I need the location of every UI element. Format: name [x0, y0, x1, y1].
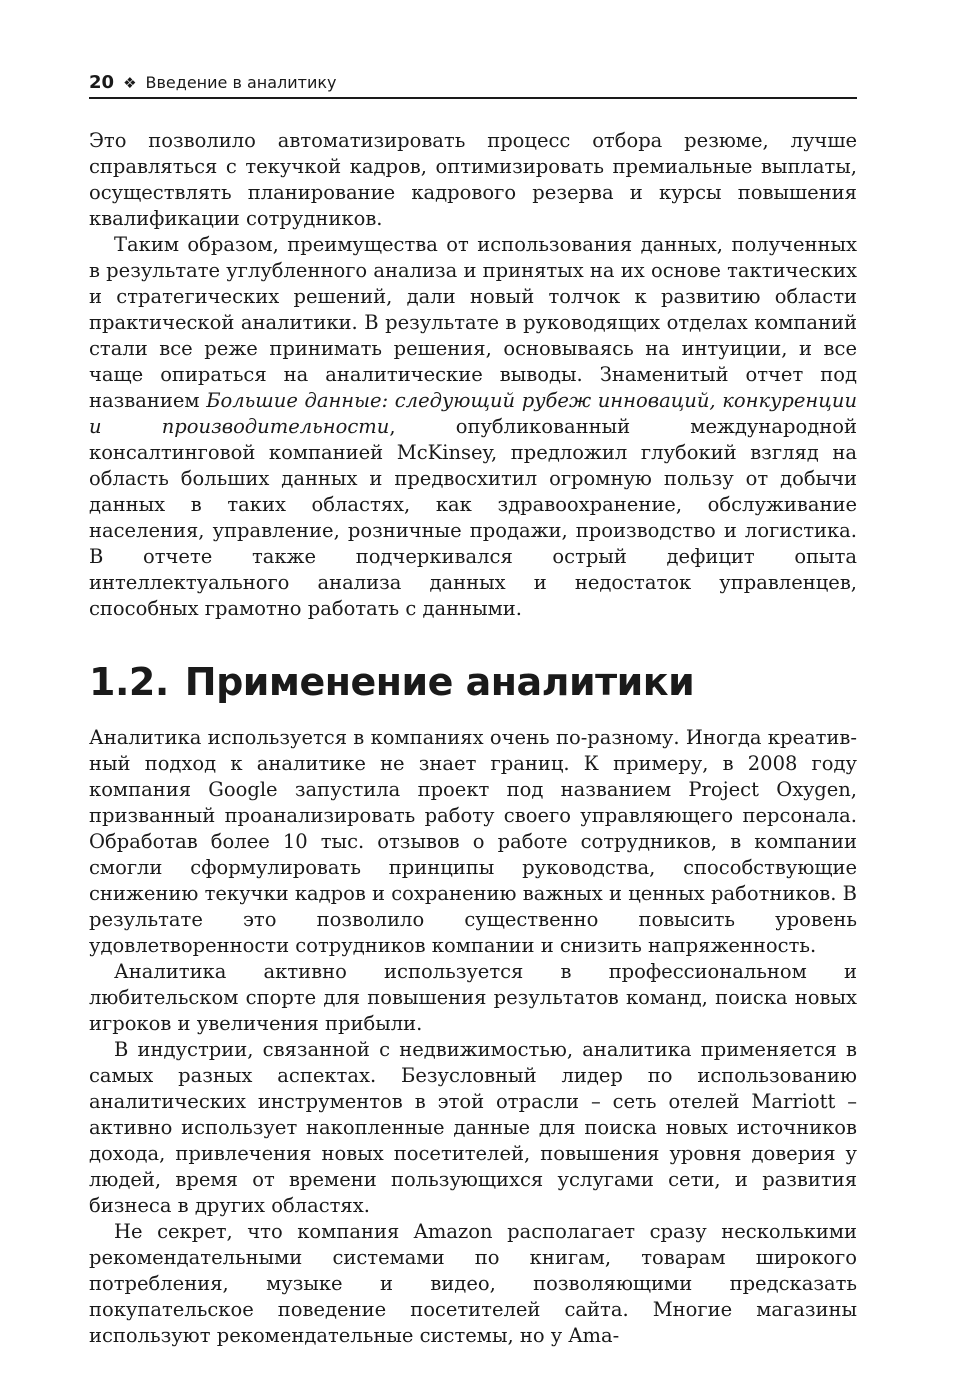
paragraph: Аналитика активно используется в профессиональном и любительском спорте для повышения результатов команд, поиска новых игроков и увеличения прибыли. [89, 960, 857, 1035]
chapter-title: Введение в аналитику [145, 73, 337, 92]
paragraph-text: Таким образом, преимущества от использования данных, полученных в результате углубленного анализа и принятых на их основе тактических и стратегических решений, дали новый толчок к развитию области практической аналитики. В результате в руководящих отделах компаний стали все реже принимать решения, основываясь на интуиции, и все чаще опираться на аналитические выводы. Знаменитый отчет под названием [89, 233, 857, 412]
paragraph [89, 232, 857, 622]
section-heading [89, 652, 694, 712]
running-header [89, 70, 857, 99]
paragraph: Это позволило автоматизировать процесс отбора резюме, лучше справляться с текучкой кадров, оптимизировать премиальные выплаты, осуществлять планирование кадрового резерва и курсы повышения квалификации сотрудников. [89, 129, 857, 230]
section-title: Применение аналитики [184, 660, 695, 704]
paragraph-text: , опубликованный международной консалтинговой компанией McKinsey, предложил глубокий взгляд на область больших данных и предвосхитил огромную пользу от добычи данных в таких областях, как здравоохранение, обслуживание населения, управление, розничные продажи, производство и логистика. В отчете также подчеркивался острый дефицит опыта интеллектуального анализа данных и недостаток управленцев, способных грамотно работать с данными. [89, 415, 857, 620]
paragraph: Аналитика используется в компаниях очень по-разному. Иногда креативный подход к аналитике не знает границ. К примеру, в 2008 году компания Google запустила проект под названием Project Oxygen, призванный проанализировать работу своего управляющего персонала. Обработав более 10 тыс. отзывов о работе сотрудников, в компании смогли сформулировать принципы руководства, способствующие снижению текучки кадров и сохранению важных и ценных работников. В результате это позволило существенно повысить уровень удовлетворенности сотрудников компании и снизить напряженность. [89, 726, 857, 957]
report-title-italic: Большие данные: следующий рубеж инноваций, конкуренции и производительности [89, 389, 858, 438]
section-number: 1.2. [89, 660, 169, 704]
section-text [89, 725, 857, 1349]
page-number: 20 [89, 72, 115, 93]
fleuron-separator-icon: ❖ [123, 74, 137, 92]
intro-text [89, 128, 857, 622]
paragraph: Не секрет, что компания Amazon располагает сразу несколькими рекомендательными системами по книгам, товарам широкого потребления, музыке и видео, позволяющими предсказать покупательское поведение посетителей сайта. Многие магазины используют рекомендательные системы, но у Ama- [89, 1220, 857, 1347]
paragraph: В индустрии, связанной с недвижимостью, аналитика применяется в самых разных аспектах. Безусловный лидер по использованию аналитических инструментов в этой отрасли – сеть отелей Marriott – активно использует накопленные данные для поиска новых источников дохода, привлечения новых посетителей, повышения уровня доверия у людей, время от времени пользующихся услугами сети, и развития бизнеса в других областях. [89, 1038, 857, 1217]
